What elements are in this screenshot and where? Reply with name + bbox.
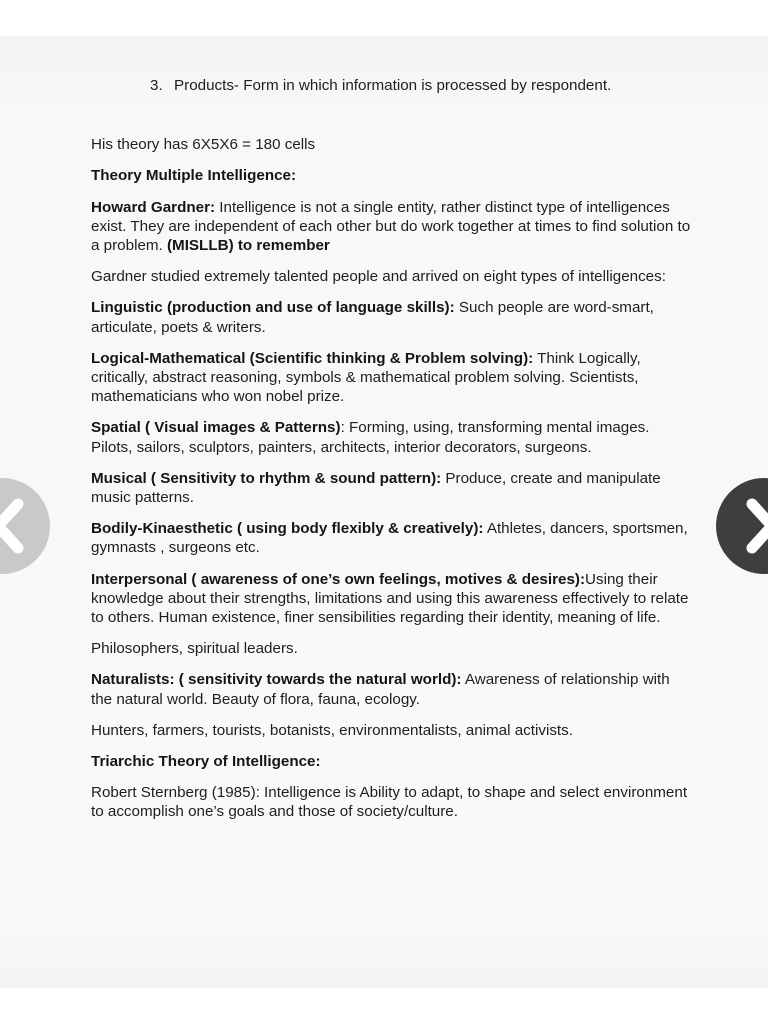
intelligence-label: Linguistic (production and use of language skills):: [91, 299, 455, 317]
intelligence-interpersonal: [91, 570, 691, 628]
intelligence-label: Logical-Mathematical (Scientific thinking & Problem solving):: [91, 349, 534, 367]
intelligence-label: Spatial ( Visual images & Patterns): [91, 419, 341, 437]
next-page-button[interactable]: [716, 478, 768, 574]
intelligence-linguistic: [91, 298, 691, 336]
philosophers-line: Philosophers, spiritual leaders.: [91, 640, 298, 658]
chevron-right-icon: [716, 478, 768, 574]
list-item: [150, 76, 691, 95]
mi-heading-text: Theory Multiple Intelligence:: [91, 167, 297, 185]
intelligence-label: Musical ( Sensitivity to rhythm & sound pattern):: [91, 469, 442, 487]
list-text: Products- Form in which information is processed by respondent.: [174, 77, 612, 94]
intelligence-musical: [91, 469, 691, 507]
naturalist-label: Naturalists: ( sensitivity towards the natural world):: [91, 671, 462, 689]
intelligence-bodily: [91, 519, 691, 557]
intelligence-logical: [91, 349, 691, 407]
gardner-paragraph: [91, 198, 691, 256]
previous-page-button[interactable]: [0, 478, 50, 574]
intelligence-text: Athletes, dancers, sportsmen, gymnasts , surgeons etc.: [91, 520, 688, 557]
intelligence-label: Bodily-Kinaesthetic ( using body flexibly & creatively):: [91, 520, 484, 538]
intelligence-label: Interpersonal ( awareness of one’s own feelings, motives & desires):: [91, 570, 586, 588]
gardner-mnemonic: (MISLLB) to remember: [166, 237, 330, 255]
intelligence-naturalist: [91, 670, 691, 708]
gardner-label: Howard Gardner:: [91, 198, 216, 216]
triarchic-heading: [91, 752, 691, 771]
sternberg-paragraph: Robert Sternberg (1985): Intelligence is Ability to adapt, to shape and select environment to accomplish one’s goals and those of society/culture.: [91, 784, 688, 821]
intelligence-text: Produce, create and manipulate music patterns.: [91, 469, 661, 507]
intelligence-text: Such people are word-smart, articulate, poets & writers.: [91, 299, 654, 336]
naturalist-examples: Hunters, farmers, tourists, botanists, environmentalists, animal activists.: [91, 721, 573, 739]
chevron-left-icon: [0, 478, 50, 574]
cells-line: His theory has 6X5X6 = 180 cells: [91, 136, 316, 154]
intelligence-spatial: [91, 418, 691, 456]
naturalist-text: Awareness of relationship with the natural world. Beauty of flora, fauna, ecology.: [91, 671, 670, 708]
gardner-text: Intelligence is not a single entity, rather distinct type of intelligences exist. They are independent of each other but do work together at times to find solution to a problem.: [91, 198, 691, 255]
triarchic-heading-text: Triarchic Theory of Intelligence:: [91, 753, 321, 771]
intelligence-text: : Forming, using, transforming mental images. Pilots, sailors, sculptors, painters, architects, interior decorators, surgeons.: [91, 419, 650, 456]
list-number: 3.: [150, 77, 163, 94]
mi-heading: [91, 166, 691, 185]
intelligence-text: Think Logically, critically, abstract reasoning, symbols & mathematical problem solving. Scientists, mathematicians who won nobel prize.: [91, 349, 641, 406]
gardner-study-paragraph: Gardner studied extremely talented people and arrived on eight types of intelligences:: [91, 268, 666, 286]
document-page: [0, 36, 768, 988]
intelligence-text: Using their knowledge about their strengths, limitations and using this awareness effectively to relate to others. Human existence, finer sensibilities regarding their identity, meaning of life.: [91, 570, 689, 627]
document-content: [91, 76, 691, 834]
